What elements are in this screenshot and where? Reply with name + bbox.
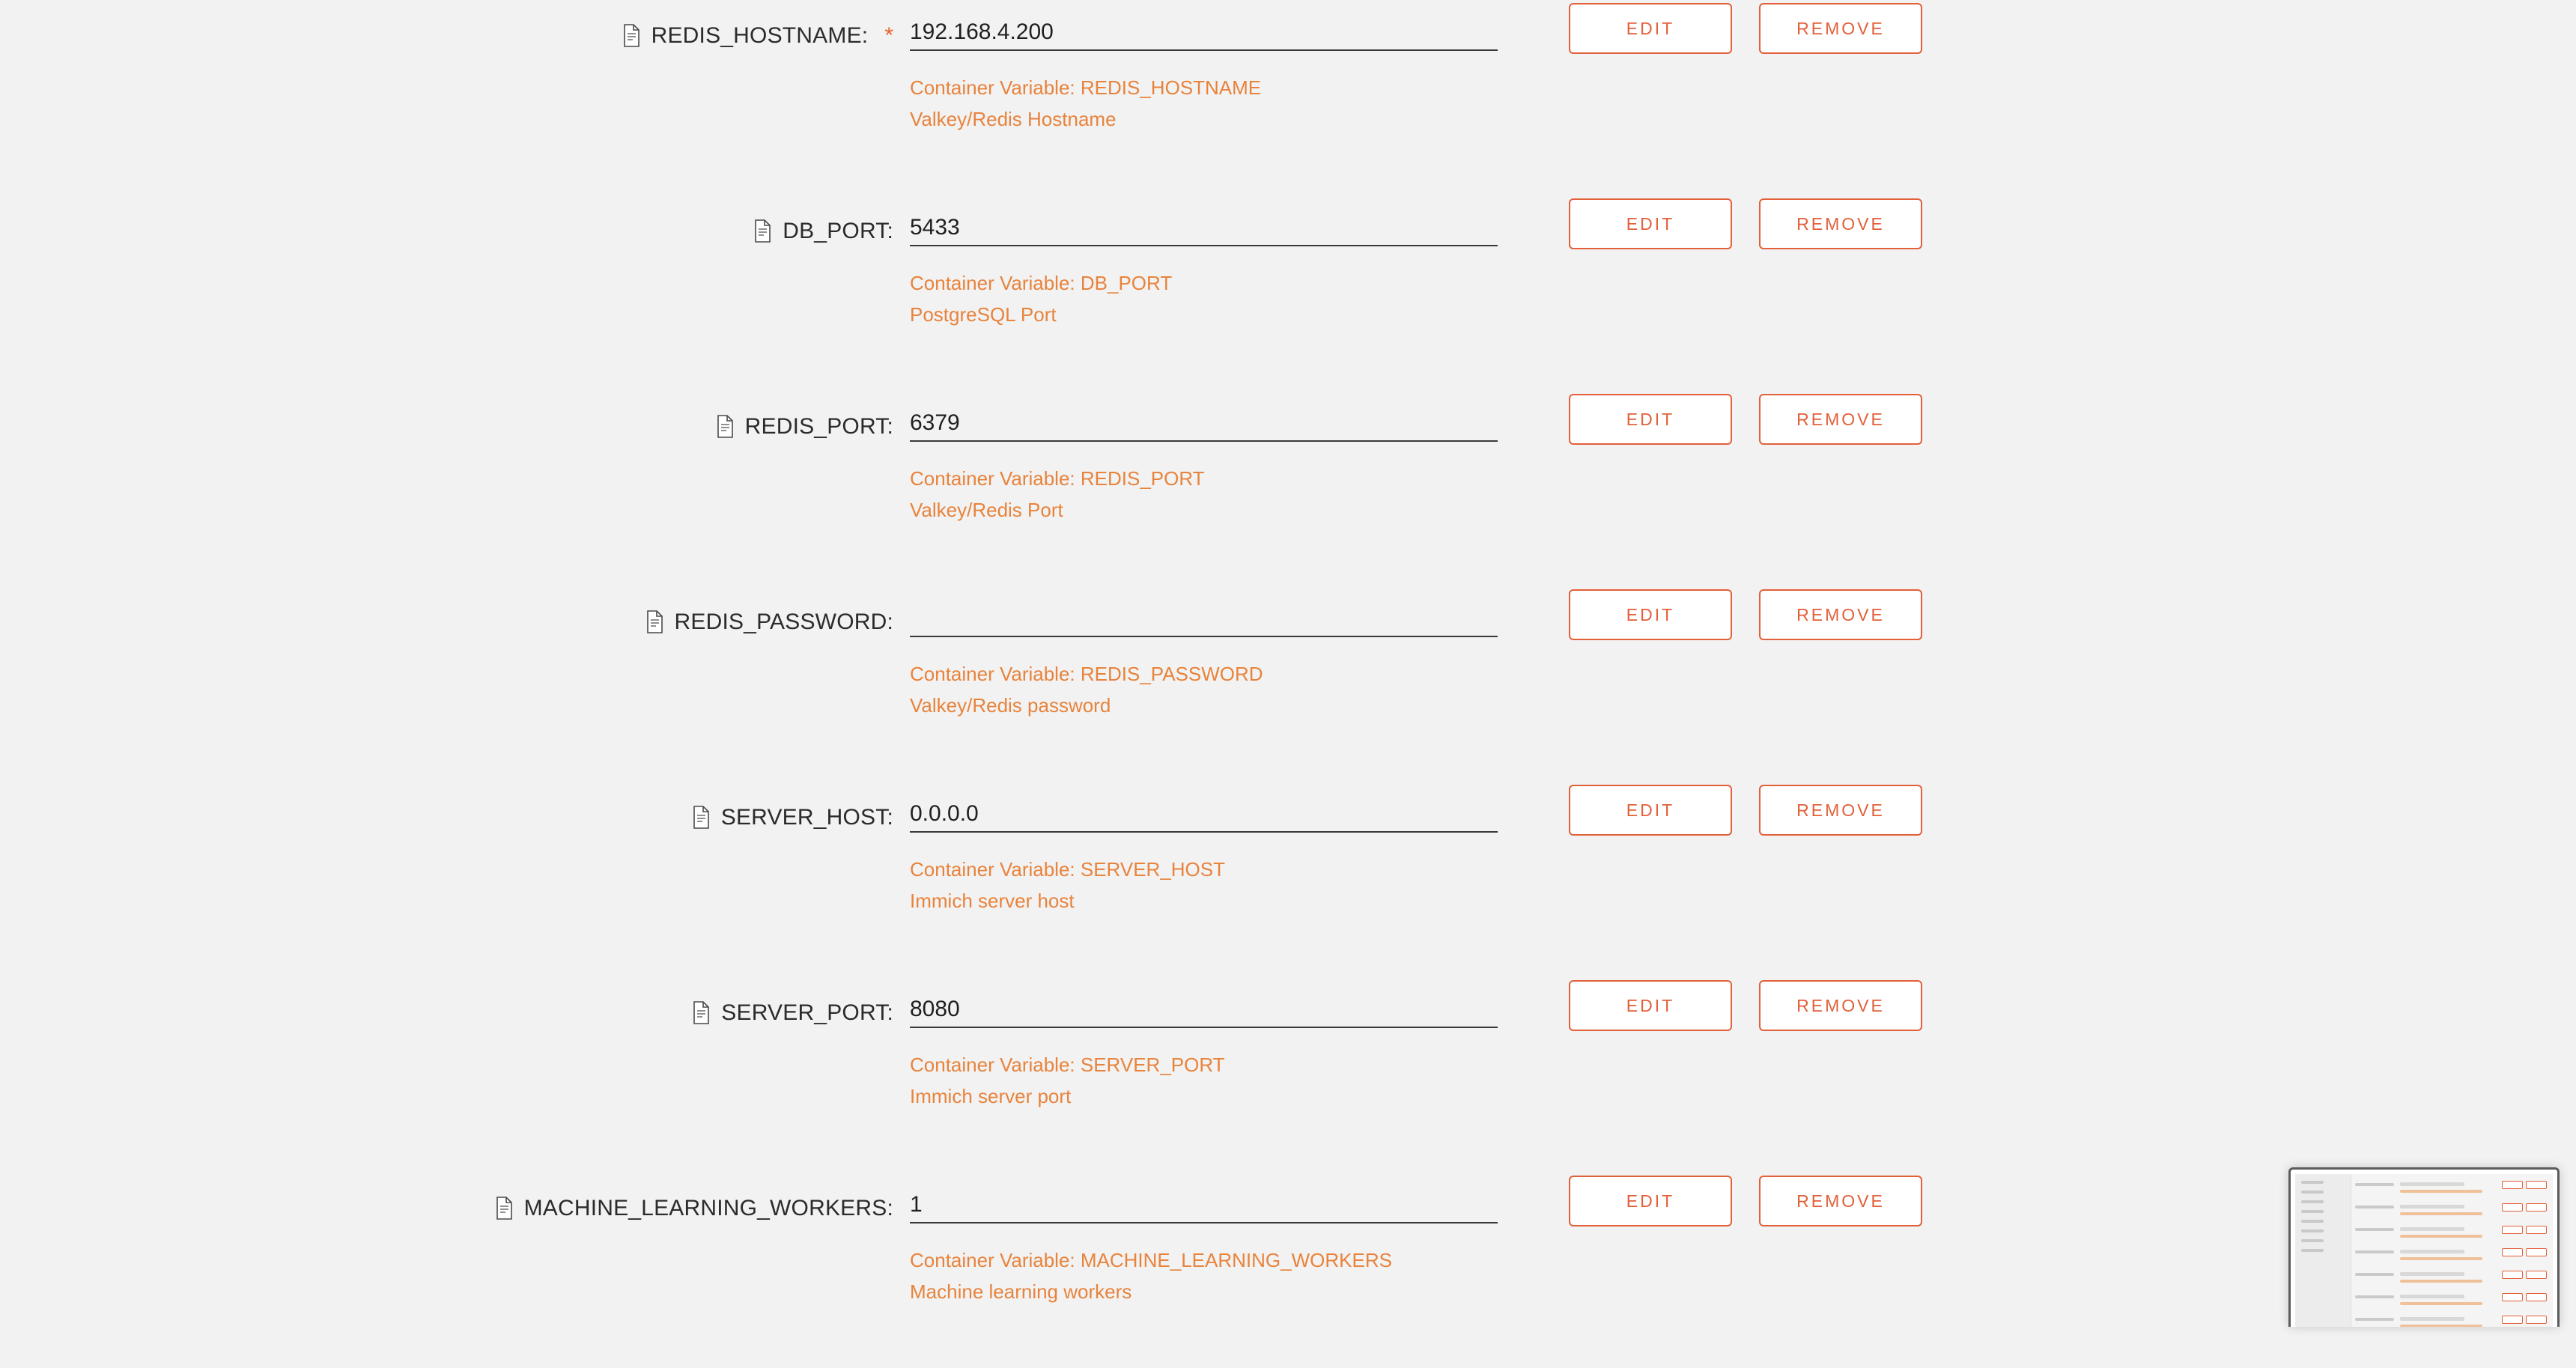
field-helper (910, 1244, 1569, 1307)
helper-line-description: Valkey/Redis Hostname (910, 108, 1117, 131)
required-marker: * (884, 23, 893, 48)
row-actions (1569, 977, 1988, 1031)
edit-button[interactable]: EDIT (1569, 3, 1732, 54)
form-row (0, 782, 2576, 977)
field-helper (910, 1049, 1569, 1112)
helper-line-variable: Container Variable: MACHINE_LEARNING_WORKERS (910, 1249, 1392, 1271)
page-scrollbar[interactable] (2564, 0, 2576, 1327)
edit-button[interactable]: EDIT (1569, 198, 1732, 249)
field-cell (910, 586, 1569, 721)
form-row (0, 1173, 2576, 1368)
field-cell (910, 195, 1569, 330)
picture-in-picture-preview[interactable] (2288, 1167, 2560, 1327)
form-row (0, 586, 2576, 782)
field-helper (910, 463, 1569, 526)
form-row (0, 977, 2576, 1173)
remove-button[interactable]: REMOVE (1759, 785, 1922, 836)
helper-line-variable: Container Variable: DB_PORT (910, 272, 1173, 294)
field-label: REDIS_PORT: (744, 414, 893, 439)
remove-button[interactable]: REMOVE (1759, 1176, 1922, 1226)
remove-button[interactable]: REMOVE (1759, 589, 1922, 640)
helper-line-description: Valkey/Redis Port (910, 499, 1063, 522)
helper-line-variable: Container Variable: REDIS_PASSWORD (910, 663, 1263, 685)
pip-row (2355, 1270, 2550, 1289)
remove-button[interactable]: REMOVE (1759, 394, 1922, 445)
document-icon (622, 24, 641, 48)
field-input[interactable] (910, 1173, 1498, 1223)
field-value: 0.0.0.0 (910, 801, 979, 826)
field-label-cell (0, 0, 910, 72)
field-label-cell (0, 586, 910, 658)
pip-sidebar (2295, 1174, 2351, 1327)
field-input[interactable] (910, 195, 1498, 246)
field-input[interactable] (910, 391, 1498, 442)
remove-button[interactable]: REMOVE (1759, 3, 1922, 54)
field-label-cell (0, 977, 910, 1049)
field-helper (910, 854, 1569, 916)
field-label-cell (0, 195, 910, 267)
helper-line-description: Machine learning workers (910, 1280, 1132, 1304)
edit-button[interactable]: EDIT (1569, 980, 1732, 1031)
edit-button[interactable]: EDIT (1569, 394, 1732, 445)
helper-line-variable: Container Variable: SERVER_PORT (910, 1054, 1225, 1076)
document-icon (691, 1001, 711, 1025)
pip-row (2355, 1180, 2550, 1200)
field-input[interactable] (910, 977, 1498, 1028)
field-cell (910, 977, 1569, 1112)
field-cell (910, 391, 1569, 526)
helper-line-description: Immich server host (910, 890, 1075, 913)
form-row (0, 0, 2576, 195)
document-icon (494, 1197, 514, 1220)
row-actions (1569, 391, 1988, 445)
field-label: REDIS_HOSTNAME: (651, 23, 869, 48)
field-label: REDIS_PASSWORD: (674, 609, 893, 634)
pip-row (2355, 1225, 2550, 1244)
helper-line-description: Immich server port (910, 1085, 1072, 1108)
row-actions (1569, 782, 1988, 836)
document-icon (645, 610, 664, 634)
field-helper (910, 267, 1569, 330)
field-value: 192.168.4.200 (910, 19, 1054, 44)
document-icon (753, 219, 772, 243)
row-actions (1569, 1173, 1988, 1226)
row-actions (1569, 0, 1988, 54)
field-value: 6379 (910, 410, 960, 435)
field-input[interactable] (910, 782, 1498, 833)
row-actions (1569, 195, 1988, 249)
document-icon (715, 415, 735, 439)
edit-button[interactable]: EDIT (1569, 785, 1732, 836)
field-input[interactable] (910, 586, 1498, 637)
form-row (0, 391, 2576, 586)
helper-line-variable: Container Variable: REDIS_PORT (910, 467, 1205, 490)
remove-button[interactable]: REMOVE (1759, 198, 1922, 249)
field-cell (910, 782, 1569, 916)
helper-line-variable: Container Variable: REDIS_HOSTNAME (910, 76, 1262, 99)
field-helper (910, 72, 1569, 135)
field-value: 8080 (910, 997, 960, 1021)
field-input[interactable] (910, 0, 1498, 51)
pip-content (2295, 1174, 2553, 1327)
pip-row (2355, 1203, 2550, 1222)
edit-button[interactable]: EDIT (1569, 1176, 1732, 1226)
field-label-cell (0, 391, 910, 463)
field-label-cell (0, 782, 910, 854)
field-label: SERVER_PORT: (721, 1000, 893, 1025)
field-cell (910, 1173, 1569, 1307)
form-row (0, 195, 2576, 391)
pip-row (2355, 1292, 2550, 1312)
field-value: 1 (910, 1192, 923, 1217)
field-value: 5433 (910, 215, 960, 240)
row-actions (1569, 586, 1988, 640)
helper-line-description: PostgreSQL Port (910, 303, 1057, 326)
field-cell (910, 0, 1569, 135)
pip-row (2355, 1315, 2550, 1327)
helper-line-variable: Container Variable: SERVER_HOST (910, 858, 1226, 881)
edit-button[interactable]: EDIT (1569, 589, 1732, 640)
remove-button[interactable]: REMOVE (1759, 980, 1922, 1031)
helper-line-description: Valkey/Redis password (910, 694, 1111, 717)
field-helper (910, 658, 1569, 721)
pip-row (2355, 1247, 2550, 1267)
field-label: SERVER_HOST: (720, 805, 893, 830)
field-label: DB_PORT: (783, 219, 893, 243)
field-label: MACHINE_LEARNING_WORKERS: (523, 1196, 893, 1220)
pip-rows (2355, 1180, 2550, 1327)
document-icon (691, 806, 711, 830)
field-label-cell (0, 1173, 910, 1244)
